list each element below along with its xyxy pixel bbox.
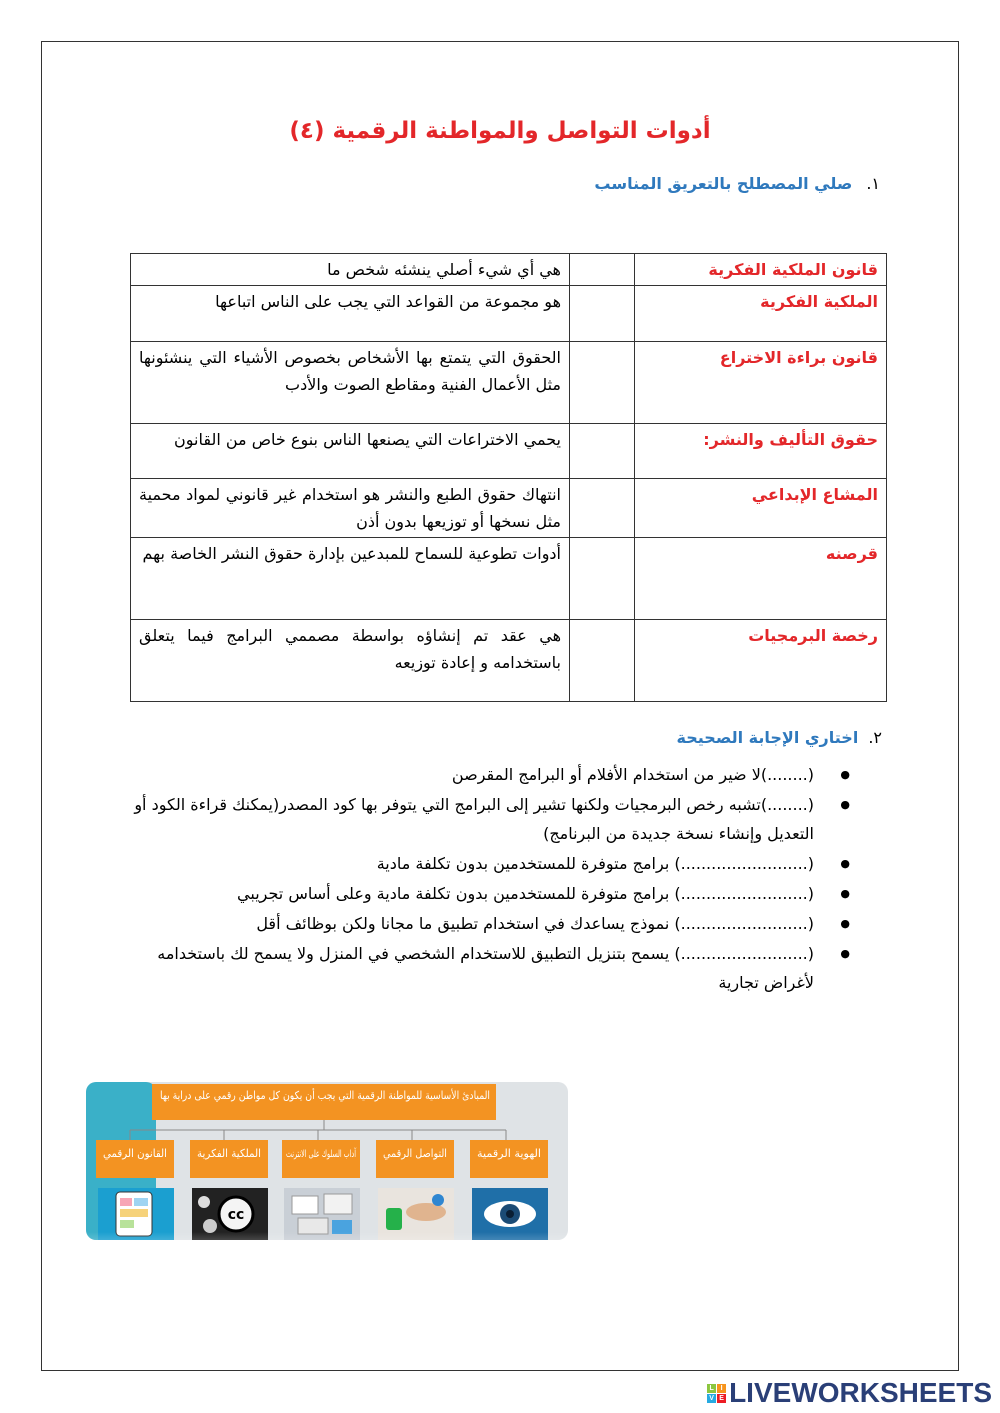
term-cell: الملكية الفكرية xyxy=(635,286,887,342)
definition-cell: يحمي الاختراعات التي يصنعها الناس بنوع خاص من القانون xyxy=(131,424,570,479)
list-item[interactable]: ● (.........................) يسمح بتنزيل التطبيق للاستخدام الشخصي في المنزل ولا يسمح لك باستخدامه لأغراض تجارية xyxy=(130,939,850,997)
answer-options-list xyxy=(130,760,850,998)
table-row xyxy=(131,342,887,424)
diagram-box-identity xyxy=(470,1140,548,1178)
table-row xyxy=(131,286,887,342)
definition-cell: هي عقد تم إنشاؤه بواسطة مصممي البرامج فيما يتعلق باستخدامه و إعادة توزيعه xyxy=(131,620,570,702)
diagram-box-communication xyxy=(376,1140,454,1178)
liveworksheets-watermark xyxy=(707,1377,992,1409)
list-item[interactable]: ● (........)تشبه رخص البرمجيات ولكنها تشير إلى البرامج التي يتوفر بها كود المصدر(يمكنك قراءة الكود أو التعديل وإنشاء نسخة جديدة من البرنامج) xyxy=(130,790,850,848)
question-2-heading xyxy=(677,728,882,747)
table-row xyxy=(131,620,887,702)
diagram-box-ip xyxy=(190,1140,268,1178)
liveworksheets-logo-icon: L I V E xyxy=(707,1384,726,1403)
term-cell: المشاع الإبداعي xyxy=(635,479,887,538)
svg-text:القانون الرقمي: القانون الرقمي xyxy=(103,1147,167,1160)
question-1-heading xyxy=(594,174,880,193)
answer-blank-cell[interactable] xyxy=(570,424,635,479)
svg-text:الهوية الرقمية: الهوية الرقمية xyxy=(477,1147,541,1160)
term-cell: قانون براءة الاختراع xyxy=(635,342,887,424)
svg-text:الملكية الفكرية: الملكية الفكرية xyxy=(197,1147,261,1160)
question-2-text: اختاري الإجابة الصحيحة xyxy=(676,728,859,747)
list-item[interactable]: ● (........)لا ضير من استخدام الأفلام أو البرامج المقرصن xyxy=(130,760,850,789)
term-cell: قانون الملكية الفكرية xyxy=(635,254,887,286)
diagram-box-law xyxy=(96,1140,174,1178)
svg-text:آداب السلوك على الانترنت: آداب السلوك على الانترنت xyxy=(286,1149,397,1160)
question-1-number: ١. xyxy=(866,174,880,193)
answer-blank-cell[interactable] xyxy=(570,538,635,620)
term-cell: قرصنه xyxy=(635,538,887,620)
definition-cell: هي أي شيء أصلي ينشئه شخص ما xyxy=(131,254,570,286)
watermark-text: LIVEWORKSHEETS xyxy=(729,1377,992,1408)
diagram-box-etiquette xyxy=(282,1140,397,1178)
question-2-number: ٢. xyxy=(868,728,882,747)
svg-text:cc: cc xyxy=(227,1207,245,1223)
svg-text:التواصل الرقمي: التواصل الرقمي xyxy=(383,1147,447,1160)
definition-cell: انتهاك حقوق الطبع والنشر هو استخدام غير قانوني لمواد محمية مثل نسخها أو توزيعها بدون أذن xyxy=(131,479,570,538)
table-row xyxy=(131,254,887,286)
answer-blank-cell[interactable] xyxy=(570,620,635,702)
list-item[interactable]: ● (.........................) برامج متوفرة للمستخدمين بدون تكلفة مادية xyxy=(130,849,850,878)
definition-cell: هو مجموعة من القواعد التي يجب على الناس اتباعها xyxy=(131,286,570,342)
term-cell: رخصة البرمجيات xyxy=(635,620,887,702)
definition-cell: أدوات تطوعية للسماح للمبدعين بإدارة حقوق النشر الخاصة بهم xyxy=(131,538,570,620)
page-title: أدوات التواصل والمواطنة الرقمية (٤) xyxy=(289,118,711,144)
digital-citizenship-diagram xyxy=(86,1082,568,1282)
answer-blank-cell[interactable] xyxy=(570,479,635,538)
table-row xyxy=(131,479,887,538)
list-item[interactable]: ● (.........................) برامج متوفرة للمستخدمين بدون تكلفة مادية وعلى أساس تجريبي xyxy=(130,879,850,908)
definition-cell: الحقوق التي يتمتع بها الأشخاص بخصوص الأشياء التي ينشئونها مثل الأعمال الفنية ومقاطع الصوت والأدب xyxy=(131,342,570,424)
answer-blank-cell[interactable] xyxy=(570,254,635,286)
question-1-text: صلي المصطلح بالتعريق المناسب xyxy=(594,174,853,193)
answer-blank-cell[interactable] xyxy=(570,286,635,342)
list-item[interactable]: ● (.........................) نموذج يساعدك في استخدام تطبيق ما مجانا ولكن بوظائف أقل xyxy=(130,909,850,938)
matching-table xyxy=(130,253,887,702)
diagram-reflection-fade xyxy=(86,1232,568,1282)
table-row xyxy=(131,424,887,479)
answer-blank-cell[interactable] xyxy=(570,342,635,424)
table-row xyxy=(131,538,887,620)
diagram-header-text: المبادئ الأساسية للمواطنة الرقمية التي يجب أن يكون كل مواطن رقمي على دراية بها xyxy=(160,1089,551,1102)
term-cell: حقوق التأليف والنشر: xyxy=(635,424,887,479)
